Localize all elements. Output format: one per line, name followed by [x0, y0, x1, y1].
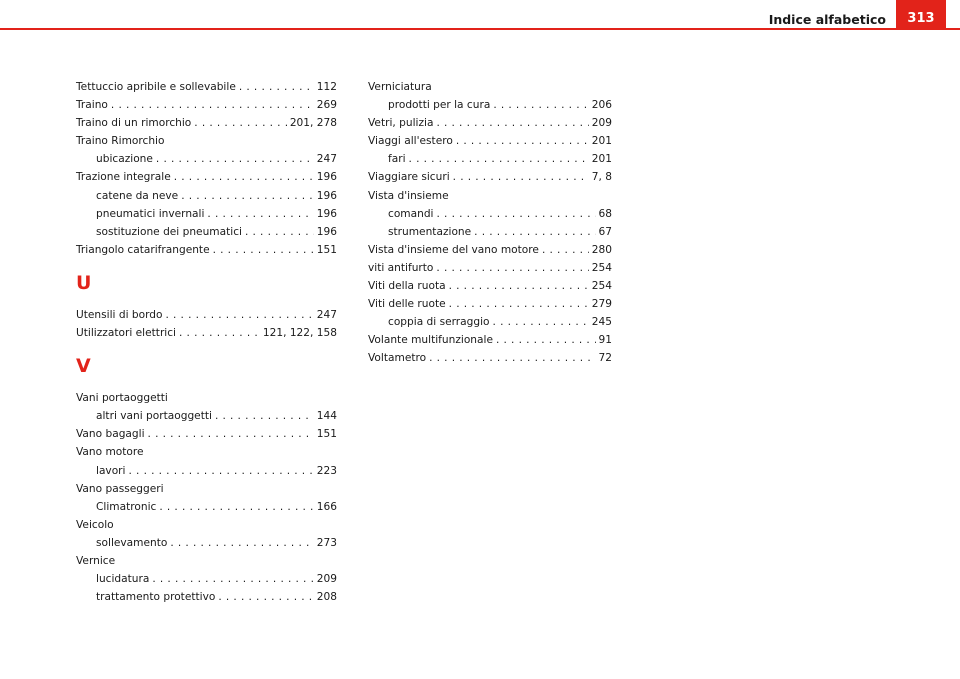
- dot-leader: [409, 150, 589, 168]
- index-term: Traino: [76, 99, 108, 112]
- dot-leader: [174, 168, 314, 186]
- index-pages: 121, 122, 158: [262, 327, 337, 340]
- index-entry: [76, 78, 337, 96]
- index-term: Viti della ruota: [368, 280, 446, 293]
- index-entry: [76, 306, 337, 324]
- index-pages: 196: [316, 207, 337, 220]
- index-entry: [368, 132, 612, 150]
- index-term: Climatronic: [96, 500, 157, 513]
- index-pages: 201: [591, 135, 612, 148]
- index-term: strumentazione: [388, 225, 472, 238]
- index-term: Vista d'insieme del vano motore: [368, 243, 539, 256]
- dot-leader: [449, 295, 589, 313]
- index-pages: 151: [316, 243, 337, 256]
- index-pages: 201, 278: [289, 117, 337, 130]
- index-column-left: [76, 78, 337, 606]
- index-term: lavori: [96, 464, 126, 477]
- page-header-title: Indice alfabetico: [768, 12, 886, 27]
- index-pages: 209: [591, 117, 612, 130]
- index-pages: 247: [316, 308, 337, 321]
- dot-leader: [453, 168, 589, 186]
- index-term: Triangolo catarifrangente: [76, 243, 210, 256]
- index-entry: [76, 241, 337, 259]
- index-entry: [76, 425, 337, 443]
- index-entry: [368, 241, 612, 259]
- index-term: Vano motore: [76, 446, 144, 459]
- index-subentry: [76, 150, 337, 168]
- index-term: fari: [388, 153, 406, 166]
- dot-leader: [429, 349, 595, 367]
- index-pages: 72: [598, 352, 612, 365]
- index-entry-group: [76, 552, 337, 570]
- dot-leader: [493, 96, 588, 114]
- index-pages: 201: [591, 153, 612, 166]
- dot-leader: [474, 223, 595, 241]
- index-entry: [368, 295, 612, 313]
- dot-leader: [111, 96, 314, 114]
- dot-leader: [179, 324, 260, 342]
- letter-heading-u: U: [76, 271, 92, 294]
- index-pages: 206: [591, 99, 612, 112]
- dot-leader: [542, 241, 589, 259]
- index-subentry: [368, 223, 612, 241]
- index-subentry: [368, 313, 612, 331]
- dot-leader: [437, 205, 596, 223]
- dot-leader: [449, 277, 589, 295]
- index-term: Traino di un rimorchio: [76, 117, 192, 130]
- index-pages: 68: [598, 207, 612, 220]
- index-term: viti antifurto: [368, 261, 434, 274]
- index-term: Utensili di bordo: [76, 308, 163, 321]
- index-term: Voltametro: [368, 352, 427, 365]
- index-term: Utilizzatori elettrici: [76, 327, 177, 340]
- index-subentry: [76, 187, 337, 205]
- index-term: sollevamento: [96, 536, 168, 549]
- index-term: Vetri, pulizia: [368, 117, 434, 130]
- index-term: Viti delle ruote: [368, 298, 446, 311]
- index-subentry: [76, 223, 337, 241]
- dot-leader: [207, 205, 313, 223]
- dot-leader: [170, 534, 313, 552]
- index-pages: 7, 8: [591, 171, 612, 184]
- index-entry: [76, 96, 337, 114]
- header-rule: [0, 28, 960, 30]
- index-pages: 91: [598, 334, 612, 347]
- index-term: Vano bagagli: [76, 428, 145, 441]
- index-term: prodotti per la cura: [388, 99, 491, 112]
- dot-leader: [436, 114, 588, 132]
- index-entry: [368, 277, 612, 295]
- index-pages: 280: [591, 243, 612, 256]
- index-entry: [76, 114, 337, 132]
- index-term: trattamento protettivo: [96, 591, 216, 604]
- dot-leader: [239, 78, 314, 96]
- dot-leader: [218, 588, 313, 606]
- dot-leader: [456, 132, 589, 150]
- index-pages: 208: [316, 591, 337, 604]
- index-pages: 196: [316, 189, 337, 202]
- index-term: Vista d'insieme: [368, 189, 449, 202]
- index-pages: 67: [598, 225, 612, 238]
- dot-leader: [215, 407, 314, 425]
- index-term: Vani portaoggetti: [76, 392, 168, 405]
- index-term: pneumatici invernali: [96, 207, 205, 220]
- index-term: sostituzione dei pneumatici: [96, 225, 242, 238]
- index-term: Vernice: [76, 554, 116, 567]
- index-subentry: [76, 407, 337, 425]
- index-entry: [76, 168, 337, 186]
- page-number-badge: 313: [896, 0, 946, 28]
- dot-leader: [436, 259, 588, 277]
- dot-leader: [493, 313, 589, 331]
- index-subentry: [76, 588, 337, 606]
- index-pages: 144: [316, 410, 337, 423]
- index-pages: 151: [316, 428, 337, 441]
- index-subentry: [76, 570, 337, 588]
- index-entry-group: [368, 187, 612, 205]
- index-term: Tettuccio apribile e sollevabile: [76, 81, 236, 93]
- index-pages: 245: [591, 316, 612, 329]
- index-entry-group: [368, 78, 612, 96]
- index-pages: 269: [316, 99, 337, 112]
- index-term: comandi: [388, 207, 434, 220]
- index-pages: 223: [316, 464, 337, 477]
- index-pages: 273: [316, 536, 337, 549]
- dot-leader: [496, 331, 596, 349]
- index-subentry: [76, 498, 337, 516]
- index-entry: [368, 259, 612, 277]
- index-term: Trazione integrale: [76, 171, 171, 184]
- index-entry-group: [76, 480, 337, 498]
- index-pages: 196: [316, 225, 337, 238]
- dot-leader: [159, 498, 313, 516]
- index-term: catene da neve: [96, 189, 179, 202]
- index-pages: 209: [316, 573, 337, 586]
- index-subentry: [76, 462, 337, 480]
- index-term: lucidatura: [96, 573, 150, 586]
- dot-leader: [213, 241, 314, 259]
- dot-leader: [148, 425, 314, 443]
- index-entry: [368, 114, 612, 132]
- index-entry-group: [76, 132, 337, 150]
- dot-leader: [194, 114, 287, 132]
- index-entry-group: [76, 443, 337, 461]
- index-entry-group: [76, 389, 337, 407]
- index-term: Traino Rimorchio: [76, 135, 165, 148]
- index-term: Viaggi all'estero: [368, 135, 453, 148]
- index-pages: 112: [316, 81, 337, 93]
- dot-leader: [245, 223, 314, 241]
- index-term: coppia di serraggio: [388, 316, 490, 329]
- index-entry: [368, 331, 612, 349]
- index-pages: 247: [316, 153, 337, 166]
- index-subentry: [76, 205, 337, 223]
- letter-heading-v: V: [76, 355, 91, 378]
- index-term: ubicazione: [96, 153, 153, 166]
- index-pages: 254: [591, 280, 612, 293]
- index-term: Verniciatura: [368, 81, 432, 93]
- dot-leader: [129, 462, 314, 480]
- index-pages: 196: [316, 171, 337, 184]
- index-entry: [368, 349, 612, 367]
- index-entry-group: [76, 516, 337, 534]
- index-pages: 254: [591, 261, 612, 274]
- index-entry: [368, 168, 612, 186]
- index-subentry: [368, 150, 612, 168]
- index-term: altri vani portaoggetti: [96, 410, 212, 423]
- index-subentry: [368, 205, 612, 223]
- index-pages: 279: [591, 298, 612, 311]
- dot-leader: [181, 187, 314, 205]
- index-entry: [76, 324, 337, 342]
- index-pages: 166: [316, 500, 337, 513]
- index-term: Vano passeggeri: [76, 482, 164, 495]
- index-subentry: [368, 96, 612, 114]
- index-column-right: [368, 78, 612, 368]
- dot-leader: [165, 306, 313, 324]
- dot-leader: [152, 570, 313, 588]
- index-term: Veicolo: [76, 518, 114, 531]
- index-term: Viaggiare sicuri: [368, 171, 450, 184]
- dot-leader: [156, 150, 314, 168]
- index-subentry: [76, 534, 337, 552]
- index-term: Volante multifunzionale: [368, 334, 493, 347]
